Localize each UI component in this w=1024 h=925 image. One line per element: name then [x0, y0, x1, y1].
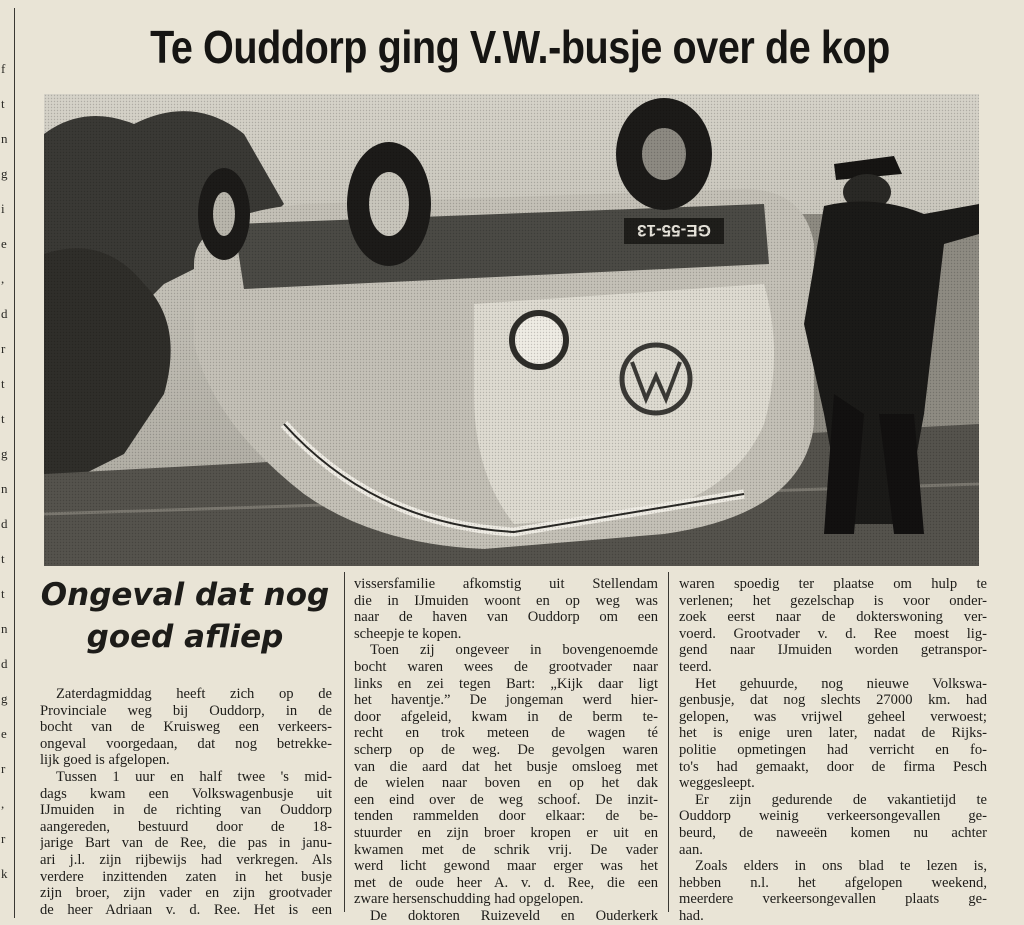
article-line: aan.	[679, 841, 703, 858]
article-line: zware hersenschudding had opgelopen.	[354, 891, 584, 908]
article-line: Tussen 1 uur en half twee 's mid-	[56, 768, 332, 785]
article-line: de wielen naar boven en op het dak	[354, 775, 658, 792]
article-line: ongeval voorgedaan, dat nog betrekke-	[40, 735, 332, 752]
margin-fragment-letter: t	[1, 97, 5, 111]
article-line: Het gehuurde, nog nieuwe Volkswa-	[695, 675, 987, 692]
article-line: to's had gemaakt, door de firma Pesch	[679, 758, 987, 775]
margin-fragment-letter: t	[1, 412, 5, 426]
margin-fragment-letter: e	[1, 727, 7, 741]
subheadline-line: goed afliep	[86, 619, 284, 655]
accident-photo	[44, 94, 979, 566]
article-line: had.	[679, 907, 704, 924]
margin-fragment-letter: ,	[1, 272, 5, 286]
margin-fragment-letter: d	[1, 657, 8, 671]
article-line: beurd, de naweeën komen nu achter	[679, 824, 987, 841]
article-line: een eind over de weg schoof. De inzit-	[354, 791, 658, 808]
article-line: ari j.l. zijn rijbewijs had verkregen. Als	[40, 851, 332, 868]
previous-column-fragment	[0, 0, 16, 925]
article-line: lijk goed is afgelopen.	[40, 752, 170, 769]
margin-fragment-letter: ,	[1, 797, 5, 811]
article-line: links en zei tegen Bart: „Kijk daar ligt	[354, 675, 658, 692]
article-line: stuurder en zijn broer kropen er uit en	[354, 824, 658, 841]
article-line: genbusje, dat nog slechts 27000 km. had	[679, 692, 987, 709]
article-column-3	[679, 576, 987, 924]
article-line: weggesleept.	[679, 775, 755, 792]
article-line: van die aard dat het busje omsloeg met	[354, 758, 658, 775]
headline: Te Ouddorp ging V.W.-busje over de kop	[150, 21, 890, 73]
article-line: scheepje te kopen.	[354, 625, 462, 642]
article-line: gelopen, was vrijwel geheel verwoest;	[679, 708, 987, 725]
margin-fragment-letter: n	[1, 622, 8, 636]
margin-rule	[14, 8, 15, 918]
article-line: zoek eerst naar de dokterswoning ver-	[679, 609, 987, 626]
margin-fragment-letter: i	[1, 202, 5, 216]
article-line: hebben n.l. het afgelopen weekend,	[679, 874, 987, 891]
article-line: Toen zij ongeveer in bovengenoemde	[370, 642, 658, 659]
article-line: kwamen met de schrik vrij. De vader	[354, 841, 658, 858]
article-line: Zoals elders in ons blad te lezen is,	[695, 858, 987, 875]
article-line: naar de haven van Ouddorp om een	[354, 609, 658, 626]
article-line: gend naar IJmuiden worden getranspor-	[679, 642, 987, 659]
article-line: Zaterdagmiddag heeft zich op de	[56, 686, 332, 702]
article-line: scherp op de weg. De gevolgen waren	[354, 741, 658, 758]
margin-fragment-letter: g	[1, 447, 8, 461]
margin-fragment-letter: r	[1, 832, 6, 846]
article-line: verdere inzittenden zaten in het busje	[40, 868, 332, 885]
margin-fragment-letter: d	[1, 517, 8, 531]
article-line: die in IJmuiden woont en op weg was	[354, 592, 658, 609]
article-line: De doktoren Ruizeveld en Ouderkerk	[370, 907, 658, 924]
article-line: meerdere verkeersongevallen plaats ge-	[679, 891, 987, 908]
margin-fragment-letter: g	[1, 692, 8, 706]
margin-fragment-letter: r	[1, 762, 6, 776]
article-line: IJmuiden in de richting van Ouddorp	[40, 802, 332, 819]
article-line: verlenen; het gezelschap is voor onder-	[679, 592, 987, 609]
article-line: Ouddorp weinig verkeersongevallen ge-	[679, 808, 987, 825]
margin-fragment-letter: k	[1, 867, 8, 881]
article-line: aangereden, bestuurd door de 18-	[40, 818, 332, 835]
article-line: voerd. Grootvader v. d. Ree moest lig-	[679, 625, 987, 642]
article-line: zijn broer, zijn vader en zijn grootvader	[40, 885, 332, 902]
article-line: waren spoedig ter plaatse om hulp te	[679, 576, 987, 592]
subheadline	[30, 574, 340, 658]
margin-fragment-letter: t	[1, 377, 5, 391]
margin-fragment-letter: t	[1, 552, 5, 566]
article-line: bocht van de Kruisweg een verkeers-	[40, 719, 332, 736]
margin-fragment-letter: f	[1, 62, 6, 76]
margin-fragment-letter: e	[1, 237, 7, 251]
article-line: bocht waren wees de grootvader naar	[354, 658, 658, 675]
margin-fragment-letter: n	[1, 482, 8, 496]
article-line: politie opmetingen had verricht en fo-	[679, 741, 987, 758]
article-line: Provinciale weg bij Ouddorp, in de	[40, 702, 332, 719]
article-line: door afgeleid, kwam in de berm te-	[354, 708, 658, 725]
article-line: recht en trok meteen de wagen té	[354, 725, 658, 742]
article-line: dags kwam een Volkswagenbusje uit	[40, 785, 332, 802]
article-line: teerd.	[679, 658, 712, 675]
article-line: de heer Adriaan v. d. Ree. Het is een	[40, 901, 332, 918]
margin-fragment-letter: n	[1, 132, 8, 146]
article-line: jarige Bart van de Ree, die pas in janu-	[40, 835, 332, 852]
article-line: Er zijn gedurende de vakantietijd te	[695, 791, 987, 808]
margin-fragment-letter: g	[1, 167, 8, 181]
article-column-2	[354, 576, 658, 924]
article-line: tenden rammelden door elkaar: de be-	[354, 808, 658, 825]
margin-fragment-letter: r	[1, 342, 6, 356]
photo-illustration	[44, 94, 979, 566]
article-line: met de oude heer A. v. d. Ree, die een	[354, 874, 658, 891]
margin-fragment-letter: t	[1, 587, 5, 601]
article-line: het haventje.” De jongeman werd hier-	[354, 692, 658, 709]
margin-fragment-letter: d	[1, 307, 8, 321]
article-line: vissersfamilie afkomstig uit Stellendam	[354, 576, 658, 592]
column-rule	[668, 572, 669, 912]
column-rule	[344, 572, 345, 912]
subheadline-line: Ongeval dat nog	[40, 577, 330, 613]
article-line: werd licht gewond maar erger was het	[354, 858, 658, 875]
article-column-1	[40, 686, 332, 918]
article-line: het is enige uren later, nadat de Rijks-	[679, 725, 987, 742]
